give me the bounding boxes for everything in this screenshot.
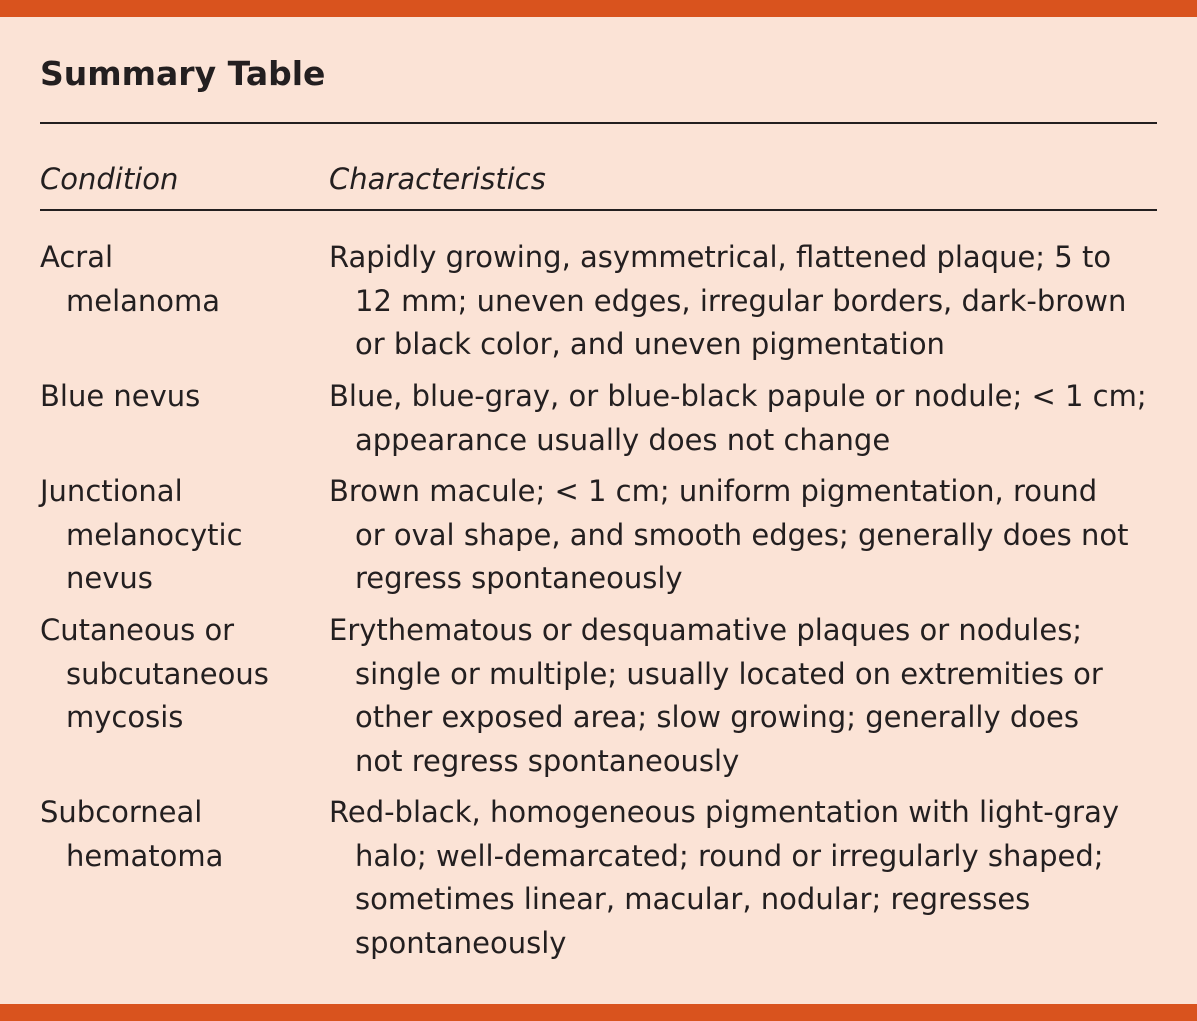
condition-cell: Cutaneous or subcutaneous mycosis [40,613,269,734]
header-divider [40,209,1157,211]
bottom-accent-band [0,1004,1197,1021]
column-header-condition: Condition [40,162,179,196]
condition-cell: Subcorneal hematoma [40,795,224,873]
characteristics-cell: Brown macule; < 1 cm; uniform pigmentation, round or oval shape, and smooth edges; generally does not regress spontaneously [329,474,1129,595]
condition-cell: Blue nevus [40,379,201,413]
table-title: Summary Table [40,54,326,93]
top-accent-band [0,0,1197,17]
title-divider [40,122,1157,124]
characteristics-cell: Blue, blue-gray, or blue-black papule or nodule; < 1 cm; appearance usually does not change [329,379,1147,457]
condition-cell: Junctional melanocytic nevus [40,474,243,595]
column-header-characteristics: Characteristics [329,162,546,196]
condition-cell: Acral melanoma [40,240,221,318]
characteristics-cell: Red-black, homogeneous pigmentation with light-gray halo; well-demarcated; round or irregularly shaped; sometimes linear, macular, nodular; regresses spontaneously [329,795,1120,960]
characteristics-cell: Rapidly growing, asymmetrical, flattened plaque; 5 to 12 mm; uneven edges, irregular borders, dark-brown or black color, and uneven pigmentation [329,240,1127,361]
characteristics-cell: Erythematous or desquamative plaques or nodules; single or multiple; usually located on extremities or other exposed area; slow growing; generally does not regress spontaneously [329,613,1103,778]
